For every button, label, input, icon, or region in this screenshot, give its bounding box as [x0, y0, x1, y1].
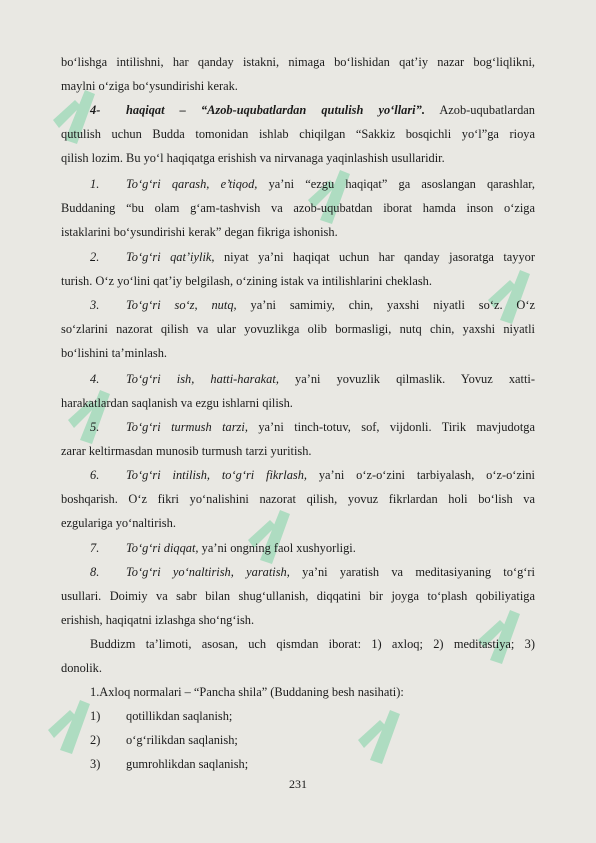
text-span: ya’ni yaratish va meditasiyaning to‘g‘ri — [302, 565, 535, 579]
item-line — [126, 250, 535, 264]
item-term: To‘g‘ri turmush tarzi, — [126, 420, 248, 434]
item-number: 5. — [90, 420, 100, 434]
list-number: 2) — [90, 733, 101, 747]
item-term: To‘g‘ri qarash, e’tiqod, — [126, 177, 258, 191]
text-line: bo‘lishga intilishni, har qanday istakni, nimaga bo‘lishidan qat’iy nazar bog‘liqlikni, — [61, 55, 535, 69]
text-line: maylni o‘ziga bo‘ysundirishi kerak. — [61, 79, 238, 93]
text-span: ya’ni ongning faol xushyorligi. — [201, 541, 356, 555]
section-heading-line — [126, 103, 535, 117]
text-line: 1.Axloq normalari – “Pancha shila” (Buddaning besh nasihati): — [90, 685, 404, 699]
section-heading: haqiqat – “Azob-uqubatlardan qutulish yo‘llari”. — [126, 103, 425, 117]
watermark-logo-icon — [480, 260, 550, 330]
list-item: qotillikdan saqlanish; — [126, 709, 233, 723]
list-number: 3) — [90, 757, 101, 771]
item-number: 6. — [90, 468, 100, 482]
text-line: Buddizm ta’limoti, asosan, uch qismdan iborat: 1) axloq; 2) meditastiya; 3) — [90, 637, 535, 651]
item-term: To‘g‘ri intilish, to‘g‘ri fikrlash, — [126, 468, 308, 482]
text-line: ezgulariga yo‘naltirish. — [61, 516, 176, 530]
item-line — [126, 420, 535, 434]
item-term: To‘g‘ri diqqat, — [126, 541, 199, 555]
text-line: so‘zlarini nazorat qilish va ular yovuzlikga olib bormasligi, nutq chin, yaxshi niyatli — [61, 322, 535, 336]
watermark-logo-icon — [60, 380, 130, 450]
item-number: 4. — [90, 372, 100, 386]
item-term: To‘g‘ri qat’iylik, — [126, 250, 215, 264]
text-span: niyat ya’ni haqiqat uchun har qanday jasoratga tayyor — [223, 250, 535, 264]
list-number: 1) — [90, 709, 101, 723]
text-line: istaklarini bo‘ysundirishi kerak” degan fikriga ishonish. — [61, 225, 338, 239]
item-line — [126, 298, 535, 312]
list-item: o‘g‘rilikdan saqlanish; — [126, 733, 238, 747]
item-number: 8. — [90, 565, 100, 579]
item-term: To‘g‘ri ish, hatti-harakat, — [126, 372, 279, 386]
section-number: 4- — [90, 103, 101, 117]
text-span: ya’ni yovuzlik qilmaslik. Yovuz xatti- — [295, 372, 535, 386]
watermark-logo-icon — [40, 690, 110, 760]
text-line: erishish, haqiqatni izlashga sho‘ng‘ish. — [61, 613, 255, 627]
text-line: usullari. Doimiy va sabr bilan shug‘ullanish, diqqatini bir joyga to‘plash qobiliyatiga — [61, 589, 535, 603]
text-line: harakatlardan saqlanish va ezgu ishlarni qilish. — [61, 396, 293, 410]
watermark-logo-icon — [240, 500, 310, 570]
item-term: To‘g‘ri yo‘naltirish, yaratish, — [126, 565, 290, 579]
text-line: Buddaning “bu olam g‘am-tashvish va azob-uqubatdan iborat hamda inson o‘ziga — [61, 201, 535, 215]
text-span: ya’ni o‘z-o‘zini tarbiyalash, o‘z-o‘zini — [318, 468, 535, 482]
item-number: 3. — [90, 298, 100, 312]
text-span: ya’ni tinch-totuv, sof, vijdonli. Tirik mavjudotga — [258, 420, 535, 434]
item-line — [126, 372, 535, 386]
text-line: boshqarish. O‘z fikri yo‘nalishini nazorat qilish, yovuz fikrlardan holi bo‘lish va — [61, 492, 535, 506]
text-line: turish. O‘z yo‘lini qat’iy belgilash, o‘zining istak va intilishlarini cheklash. — [61, 274, 432, 288]
text-line: zarar keltirmasdan munosib turmush tarzi yuritish. — [61, 444, 312, 458]
item-line — [126, 177, 535, 191]
text-line: qilish lozim. Bu yo‘l haqiqatga erishish va nirvanaga yaqinlashish usullaridir. — [61, 151, 445, 165]
text-line: qutulish uchun Budda tomonidan ishlab chiqilgan “Sakkiz bosqichli yo‘l”ga rioya — [61, 127, 535, 141]
text-line: donolik. — [61, 661, 102, 675]
item-line — [126, 468, 535, 482]
watermark-logo-icon — [350, 700, 420, 770]
text-span: Azob-uqubatlardan — [439, 103, 535, 117]
list-item: gumrohlikdan saqlanish; — [126, 757, 249, 771]
item-line — [126, 565, 535, 579]
item-number: 1. — [90, 177, 100, 191]
text-span: ya’ni “ezgu haqiqat” ga asoslangan qarashlar, — [268, 177, 535, 191]
item-term: To‘g‘ri so‘z, nutq, — [126, 298, 237, 312]
item-line — [126, 541, 535, 555]
item-number: 7. — [90, 541, 100, 555]
page-number: 231 — [289, 777, 307, 791]
text-span: ya’ni samimiy, chin, yaxshi niyatli so‘z. O‘z — [250, 298, 535, 312]
watermark-logo-icon — [470, 600, 540, 670]
item-number: 2. — [90, 250, 100, 264]
watermark-logo-icon — [300, 160, 370, 230]
text-line: bo‘lishini ta’minlash. — [61, 346, 167, 360]
